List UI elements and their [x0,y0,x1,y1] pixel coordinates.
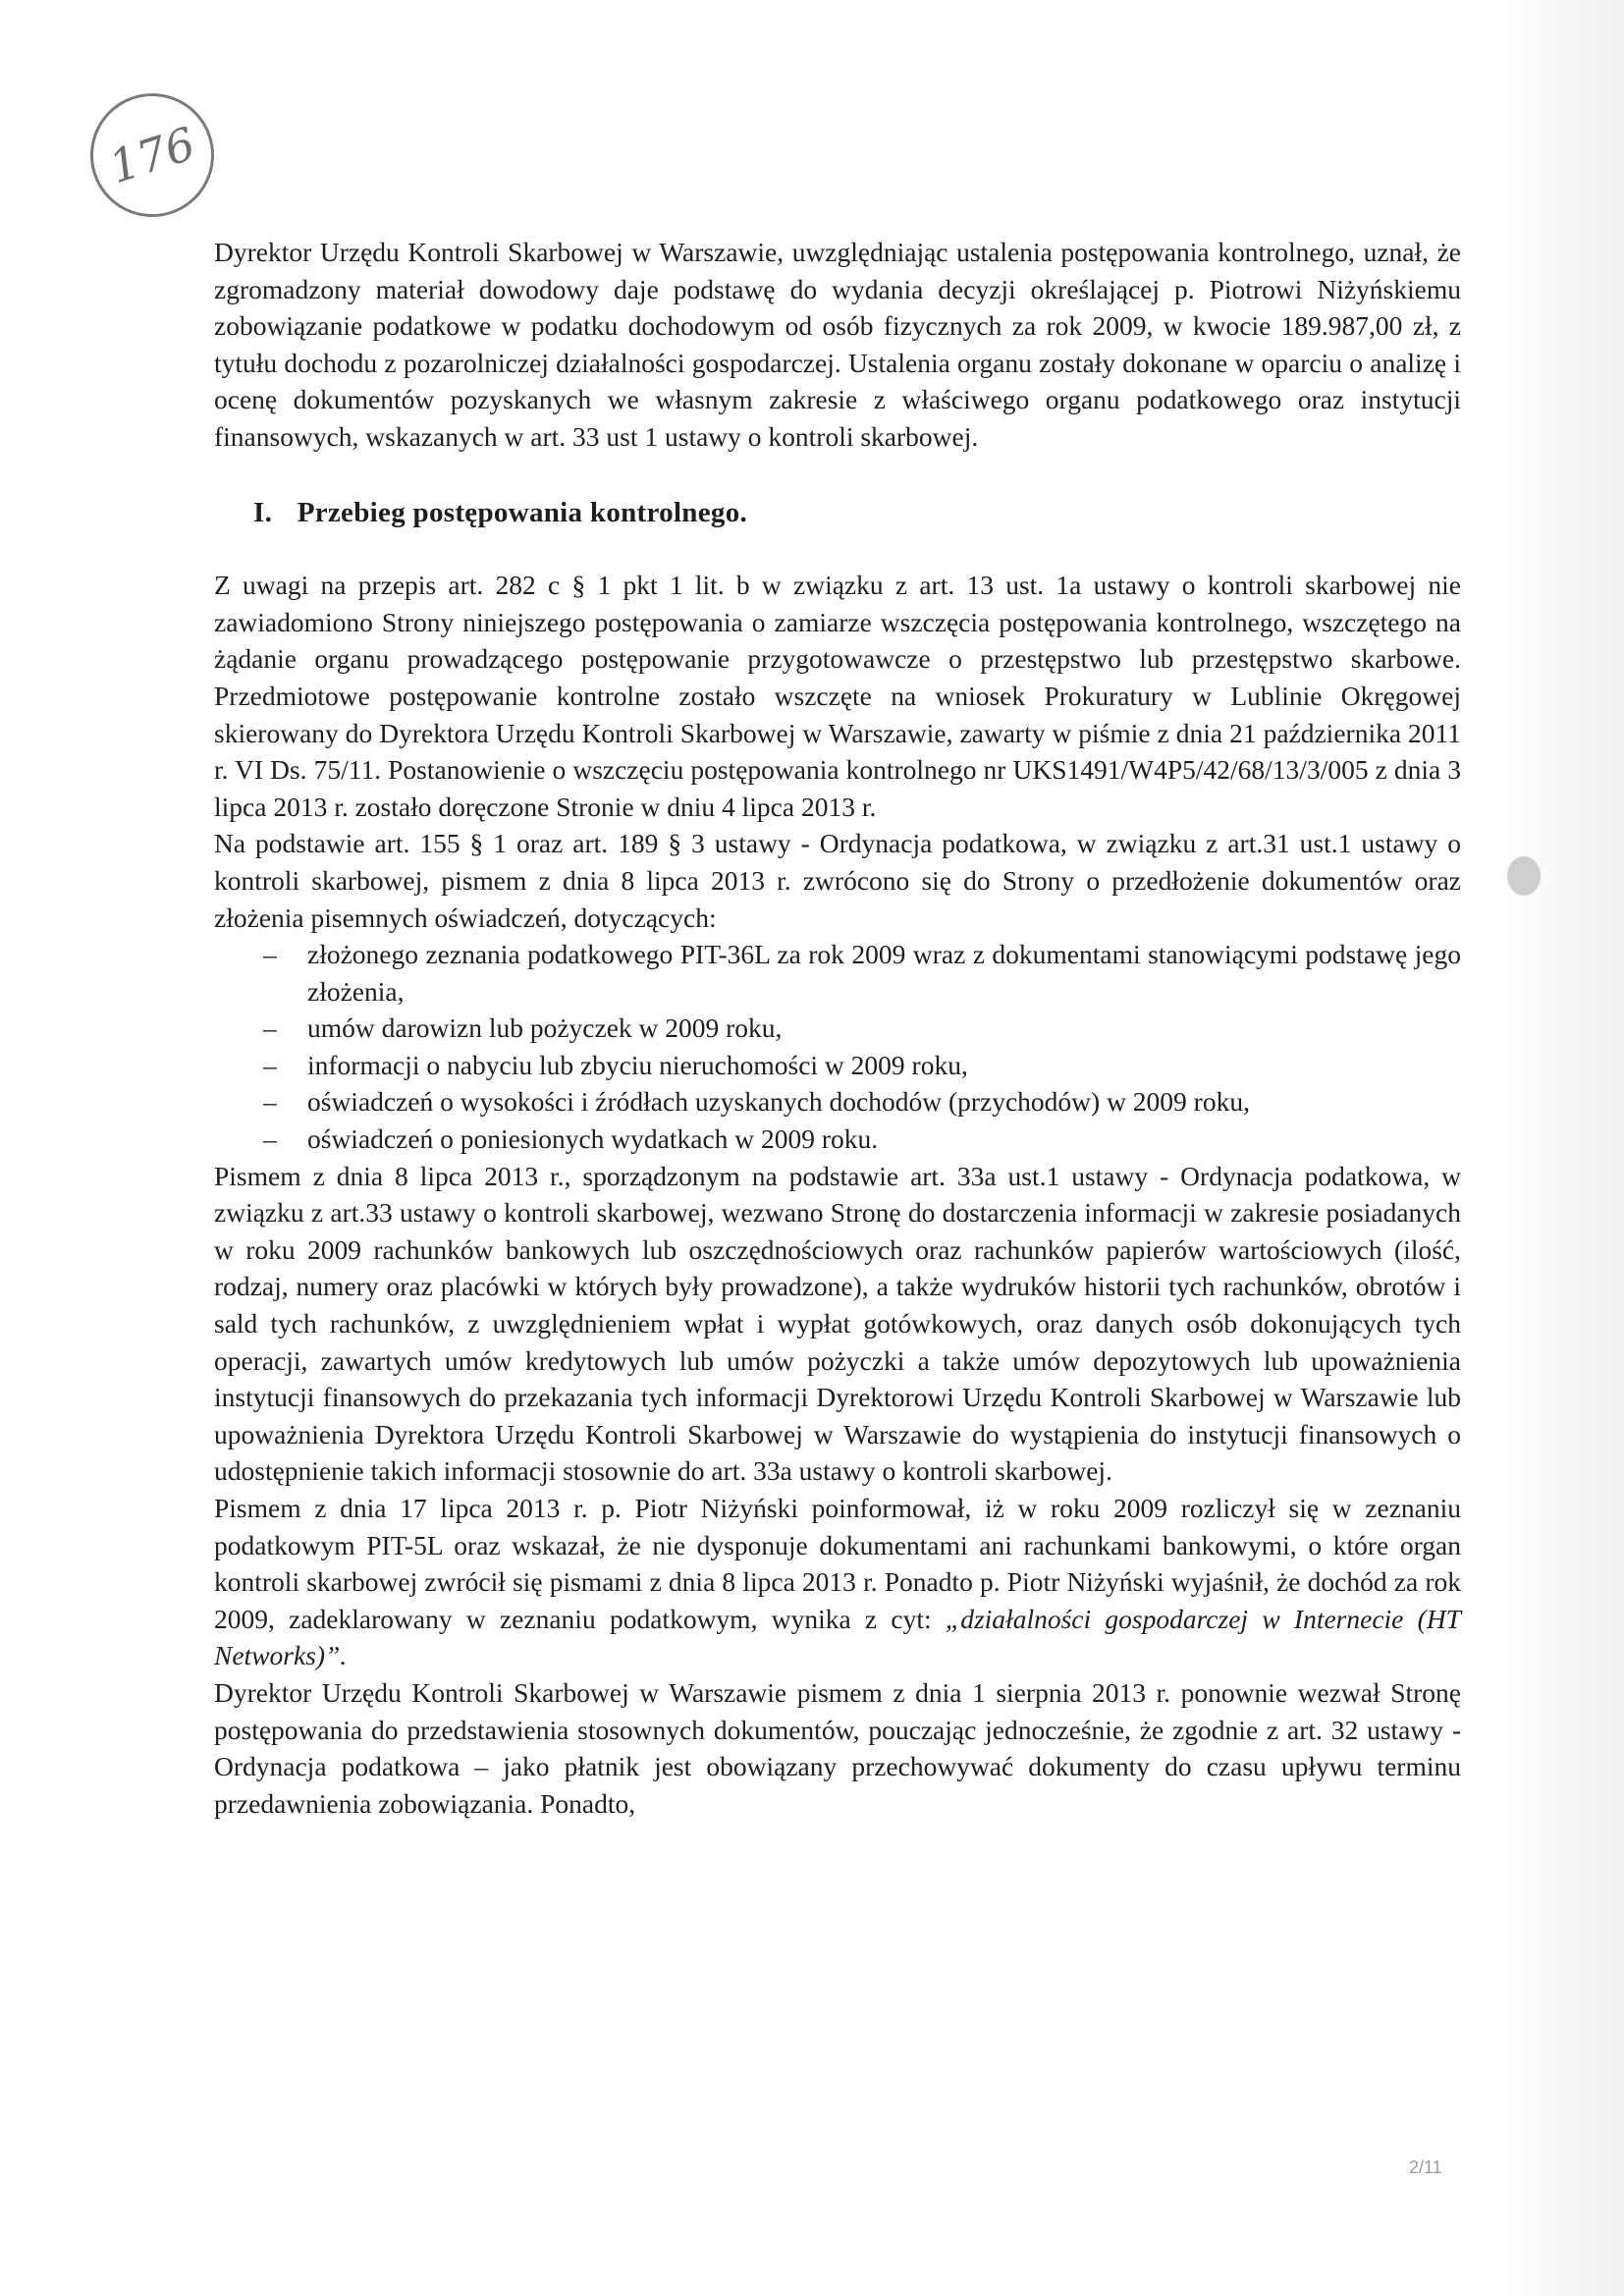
dash-marker: – [263,1012,277,1044]
list-item-text: oświadczeń o poniesionych wydatkach w 2009 roku. [307,1123,879,1155]
request-list [214,936,1461,1158]
paragraph-initiation: Z uwagi na przepis art. 282 c § 1 pkt 1 lit. b w związku z art. 13 ust. 1a ustawy o kontroli skarbowej nie zawiadomiono Strony niniejszego postępowania o zamiarze wszczęcia postępowania kontrolnego, wszczętego na żądanie organu prowadzącego postępowanie przygotowawcze o przestępstwo lub przestępstwo skarbowe. Przedmiotowe postępowanie kontrolne zostało wszczęte na wniosek Prokuratury w Lublinie Okręgowej skierowany do Dyrektora Urzędu Kontroli Skarbowej w Warszawie, zawarty w piśmie z dnia 21 października 2011 r. VI Ds. 75/11. Postanowienie o wszczęciu postępowania kontrolnego nr UKS1491/W4P5/42/68/13/3/005 z dnia 3 lipca 2013 r. zostało doręczone Stronie w dniu 4 lipca 2013 r. [214,570,1461,822]
list-item-text: umów darowizn lub pożyczek w 2009 roku, [307,1012,783,1044]
list-item-text: złożonego zeznania podatkowego PIT-36L za rok 2009 wraz z dokumentami stanowiącymi podstawę jego złożenia, [307,939,1461,1007]
document-body [214,234,1461,1822]
handwritten-page-number [75,78,231,234]
paragraph-bank-accounts: Pismem z dnia 8 lipca 2013 r., sporządzonym na podstawie art. 33a ust.1 ustawy - Ordynacja podatkowa, w związku z art.33 ustawy o kontroli skarbowej, wezwano Stronę do dostarczenia informacji w zakresie posiadanych w roku 2009 rachunków bankowych lub oszczędnościowych oraz rachunków papierów wartościowych (ilość, rodzaj, numery oraz placówki w których były prowadzone), a także wydruków historii tych rachunków, obrotów i sald tych rachunków, z uwzględnieniem wpłat i wypłat gotówkowych, oraz danych osób dokonujących tych operacji, zawartych umów kredytowych lub umów pożyczki a także umów depozytowych lub upoważnienia instytucji finansowych do przekazania tych informacji Dyrektorowi Urzędu Kontroli Skarbowej w Warszawie lub upoważnienia Dyrektora Urzędu Kontroli Skarbowej w Warszawie do wystąpienia do instytucji finansowych o udostępnienie takich informacji stosownie do art. 33a ustawy o kontroli skarbowej. [214,1160,1461,1487]
paragraph-response [214,1490,1461,1674]
section-heading [253,495,1461,532]
scan-shadow [1506,0,1624,2296]
list-item [263,1083,1461,1121]
section-number: I. [253,496,273,528]
section-title: Przebieg postępowania kontrolnego. [297,496,748,528]
list-item-text: informacji o nabyciu lub zbyciu nieruchomości w 2009 roku, [307,1049,968,1080]
response-quote: „działalności gospodarczej w Internecie (HT Networks)”. [214,1603,1461,1671]
paragraph-request: Na podstawie art. 155 § 1 oraz art. 189 § 3 ustawy - Ordynacja podatkowa, w związku z art.31 ust.1 ustawy o kontroli skarbowej, pismem z dnia 8 lipca 2013 r. zwrócono się do Strony o przedłożenie dokumentów oraz złożenia pisemnych oświadczeń, dotyczących: [214,828,1461,933]
dash-marker: – [263,1086,277,1118]
dash-marker: – [263,939,277,970]
list-item-text: oświadczeń o wysokości i źródłach uzyskanych dochodów (przychodów) w 2009 roku, [307,1086,1250,1118]
paragraph-second-request: Dyrektor Urzędu Kontroli Skarbowej w Warszawie pismem z dnia 1 sierpnia 2013 r. ponownie wezwał Stronę postępowania do przedstawienia stosownych dokumentów, pouczając jednocześnie, że zgodnie z art. 32 ustawy - Ordynacja podatkowa – jako płatnik jest obowiązany przechowywać dokumenty do czasu upływu terminu przedawnienia zobowiązania. Ponadto, [214,1676,1461,1819]
list-item [263,1121,1461,1158]
intro-paragraph: Dyrektor Urzędu Kontroli Skarbowej w Warszawie, uwzględniając ustalenia postępowania kontrolnego, uznał, że zgromadzony materiał dowodowy daje podstawę do wydania decyzji określającej p. Piotrowi Niżyńskiemu zobowiązanie podatkowe w podatku dochodowym od osób fizycznych za rok 2009, w kwocie 189.987,00 zł, z tytułu dochodu z pozarolniczej działalności gospodarczej. Ustalenia organu zostały dokonane w oparciu o analizę i ocenę dokumentów pozyskanych we własnym zakresie z właściwego organu podatkowego oraz instytucji finansowych, wskazanych w art. 33 ust 1 ustawy o kontroli skarbowej. [214,237,1461,452]
response-text: Pismem z dnia 17 lipca 2013 r. p. Piotr Niżyński poinformował, iż w roku 2009 rozliczył się w zeznaniu podatkowym PIT-5L oraz wskazał, że nie dysponuje dokumentami ani rachunkami bankowymi, o które organ kontroli skarbowej zwrócił się pismami z dnia 8 lipca 2013 r. Ponadto p. Piotr Niżyński wyjaśnił, że dochód za rok 2009, zadeklarowany w zeznaniu podatkowym, wynika z cyt: [214,1493,1461,1634]
dash-marker: – [263,1123,277,1155]
scan-artifact [1507,856,1541,896]
list-item [263,1010,1461,1047]
list-item [263,1047,1461,1084]
stamp-text: 176 [102,116,202,194]
list-item [263,936,1461,1010]
page-number: 2/11 [1409,2158,1442,2177]
dash-marker: – [263,1049,277,1080]
